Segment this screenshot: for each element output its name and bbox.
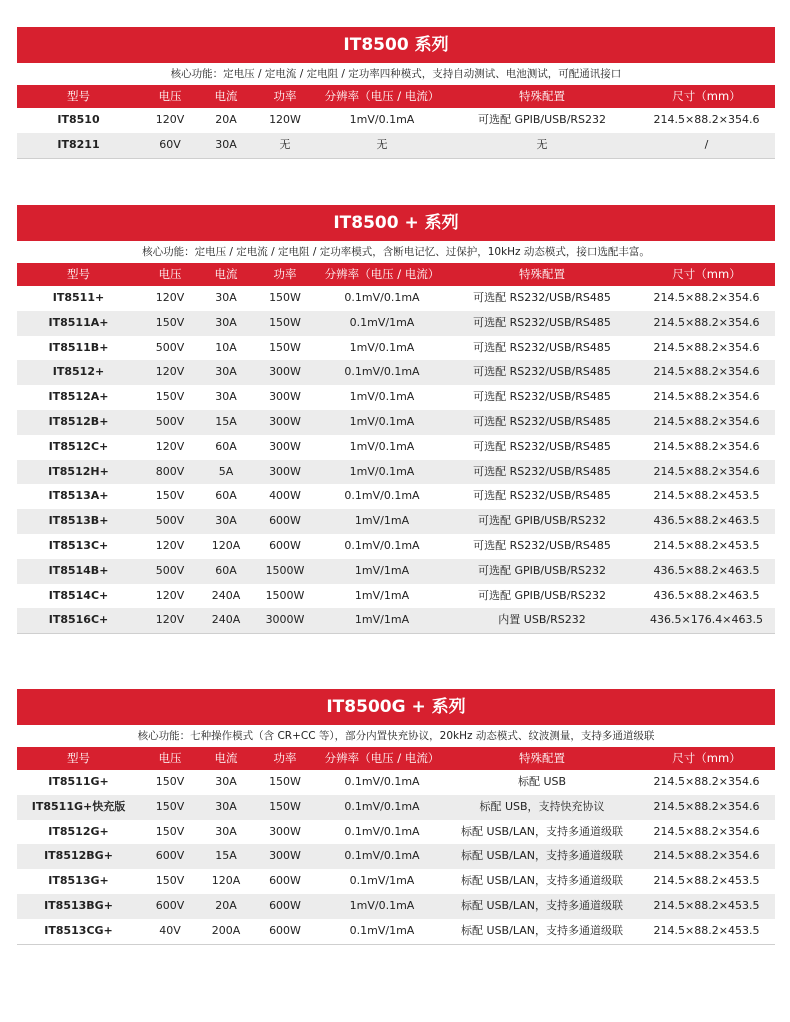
cell-model: IT8514B+ <box>48 563 109 577</box>
cell-power: 150W <box>269 291 301 304</box>
table-row <box>17 311 775 336</box>
header-resolution: 分辨率（电压 / 电流） <box>324 89 440 103</box>
section-subtitle: 核心功能：定电压 / 定电流 / 定电阻 / 定功率模式，含断电记忆、过保护，10kHz 动态模式，接口选配丰富。 <box>17 241 775 263</box>
table-row <box>17 770 775 795</box>
section-subtitle: 核心功能：定电压 / 定电流 / 定电阻 / 定功率四种模式，支持自动测试、电池测试，可配通讯接口 <box>17 63 775 85</box>
cell-model: IT8211 <box>57 137 100 151</box>
table-header <box>17 747 775 770</box>
table-row <box>17 608 775 633</box>
cell-current: 30A <box>215 514 237 528</box>
cell-model: IT8513B+ <box>48 514 109 528</box>
cell-voltage: 500V <box>155 340 185 354</box>
cell-current: 30A <box>215 799 237 813</box>
header-current: 电流 <box>214 89 238 103</box>
cell-model: IT8511G+ <box>48 775 109 788</box>
table-row <box>17 484 775 509</box>
table-row <box>17 559 775 584</box>
header-power: 功率 <box>273 267 297 281</box>
cell-dimensions: 214.5×88.2×453.5 <box>653 874 760 888</box>
cell-dimensions: 214.5×88.2×354.6 <box>653 414 760 428</box>
cell-current: 5A <box>218 464 234 478</box>
cell-voltage: 500V <box>155 563 185 577</box>
cell-voltage: 500V <box>155 514 185 528</box>
cell-dimensions: 214.5×88.2×354.6 <box>653 849 760 863</box>
cell-voltage: 150V <box>155 799 185 813</box>
cell-dimensions: 436.5×88.2×463.5 <box>653 588 760 602</box>
cell-current: 10A <box>215 340 237 354</box>
header-dimensions: 尺寸（mm） <box>672 267 741 281</box>
cell-voltage: 120V <box>155 439 185 453</box>
cell-dimensions: 436.5×88.2×463.5 <box>653 514 760 528</box>
cell-special-config: 无 <box>536 137 548 151</box>
cell-special-config: 可选配 GPIB/USB/RS232 <box>477 563 607 577</box>
header-model: 型号 <box>67 89 90 103</box>
cell-resolution: 0.1mV/0.1mA <box>344 489 420 503</box>
header-model: 型号 <box>67 751 90 765</box>
cell-special-config: 可选配 RS232/USB/RS485 <box>473 439 611 453</box>
section-title: IT8500 系列 <box>17 27 775 63</box>
cell-current: 240A <box>211 588 241 602</box>
cell-current: 30A <box>215 315 237 329</box>
cell-current: 30A <box>215 390 237 404</box>
cell-voltage: 150V <box>155 489 185 503</box>
table-row <box>17 385 775 410</box>
cell-resolution: 0.1mV/0.1mA <box>344 824 420 838</box>
cell-special-config: 可选配 GPIB/USB/RS232 <box>477 113 607 126</box>
table-header <box>17 263 775 286</box>
cell-resolution: 0.1mV/0.1mA <box>344 365 420 379</box>
header-special-config: 特殊配置 <box>519 267 565 281</box>
cell-power: 无 <box>279 137 291 151</box>
cell-model: IT8513G+ <box>48 874 109 888</box>
cell-model: IT8511G+快充版 <box>31 799 126 813</box>
cell-power: 600W <box>269 514 301 528</box>
cell-current: 30A <box>215 365 237 379</box>
cell-power: 150W <box>269 799 301 813</box>
cell-voltage: 150V <box>155 390 185 404</box>
cell-resolution: 1mV/0.1mA <box>349 390 415 404</box>
cell-dimensions: 214.5×88.2×453.5 <box>653 898 760 912</box>
cell-current: 20A <box>215 113 237 126</box>
cell-model: IT8511+ <box>52 291 105 304</box>
header-voltage: 电压 <box>158 89 182 103</box>
cell-dimensions: 214.5×88.2×354.6 <box>653 824 760 838</box>
cell-power: 400W <box>269 489 301 503</box>
cell-resolution: 1mV/0.1mA <box>349 340 415 354</box>
cell-dimensions: 214.5×88.2×354.6 <box>653 775 760 788</box>
cell-power: 120W <box>269 113 301 126</box>
header-resolution: 分辨率（电压 / 电流） <box>324 751 440 765</box>
cell-resolution: 1mV/1mA <box>354 613 410 627</box>
cell-power: 300W <box>269 464 301 478</box>
section-divider <box>17 158 775 159</box>
cell-dimensions: 214.5×88.2×354.6 <box>653 390 760 404</box>
cell-voltage: 150V <box>155 824 185 838</box>
cell-voltage: 60V <box>159 137 181 151</box>
cell-voltage: 120V <box>155 113 185 126</box>
cell-voltage: 120V <box>155 291 185 304</box>
table-row <box>17 435 775 460</box>
cell-power: 3000W <box>265 613 305 627</box>
cell-model: IT8512+ <box>52 365 105 379</box>
cell-special-config: 可选配 RS232/USB/RS485 <box>473 340 611 354</box>
cell-model: IT8513A+ <box>48 489 109 503</box>
cell-resolution: 0.1mV/1mA <box>349 923 415 937</box>
cell-resolution: 1mV/1mA <box>354 563 410 577</box>
cell-resolution: 0.1mV/0.1mA <box>344 775 420 788</box>
section-subtitle: 核心功能：七种操作模式（含 CR+CC 等），部分内置快充协议，20kHz 动态模式、纹波测量，支持多通道级联 <box>17 725 775 747</box>
cell-resolution: 1mV/0.1mA <box>349 898 415 912</box>
cell-special-config: 标配 USB/LAN，支持多通道级联 <box>461 824 623 838</box>
cell-power: 300W <box>269 824 301 838</box>
cell-voltage: 150V <box>155 315 185 329</box>
cell-dimensions: 214.5×88.2×354.6 <box>653 340 760 354</box>
section-divider <box>17 633 775 634</box>
section-it8500-plus <box>17 205 775 634</box>
cell-special-config: 可选配 RS232/USB/RS485 <box>473 315 611 329</box>
table-row <box>17 360 775 385</box>
table-row <box>17 584 775 609</box>
cell-current: 15A <box>215 849 237 863</box>
cell-current: 30A <box>215 775 237 788</box>
cell-power: 1500W <box>265 563 305 577</box>
cell-resolution: 0.1mV/1mA <box>349 315 415 329</box>
cell-current: 120A <box>211 874 241 888</box>
cell-dimensions: 214.5×88.2×354.6 <box>653 799 760 813</box>
cell-resolution: 0.1mV/1mA <box>349 874 415 888</box>
table-row <box>17 820 775 845</box>
cell-current: 30A <box>215 291 237 304</box>
section-title: IT8500G + 系列 <box>17 689 775 725</box>
cell-voltage: 600V <box>155 849 185 863</box>
cell-resolution: 1mV/0.1mA <box>349 113 415 126</box>
cell-power: 600W <box>269 898 301 912</box>
cell-dimensions: 214.5×88.2×354.6 <box>653 439 760 453</box>
cell-dimensions: 214.5×88.2×354.6 <box>653 365 760 379</box>
cell-power: 300W <box>269 390 301 404</box>
cell-voltage: 40V <box>159 923 181 937</box>
cell-resolution: 1mV/1mA <box>354 588 410 602</box>
cell-special-config: 可选配 RS232/USB/RS485 <box>473 291 611 304</box>
cell-power: 150W <box>269 340 301 354</box>
table-row <box>17 844 775 869</box>
cell-model: IT8512H+ <box>48 464 109 478</box>
cell-model: IT8512C+ <box>48 439 109 453</box>
cell-resolution: 无 <box>376 137 388 151</box>
header-resolution: 分辨率（电压 / 电流） <box>324 267 440 281</box>
cell-special-config: 可选配 RS232/USB/RS485 <box>473 538 611 552</box>
cell-special-config: 可选配 GPIB/USB/RS232 <box>477 588 607 602</box>
cell-model: IT8511B+ <box>48 340 109 354</box>
cell-power: 300W <box>269 439 301 453</box>
cell-voltage: 150V <box>155 874 185 888</box>
header-dimensions: 尺寸（mm） <box>672 751 741 765</box>
cell-dimensions: 214.5×88.2×354.6 <box>653 113 760 126</box>
section-it8500 <box>17 27 775 159</box>
header-power: 功率 <box>273 89 297 103</box>
cell-special-config: 可选配 RS232/USB/RS485 <box>473 365 611 379</box>
cell-model: IT8513C+ <box>48 538 109 552</box>
cell-model: IT8513BG+ <box>44 898 113 912</box>
cell-special-config: 可选配 GPIB/USB/RS232 <box>477 514 607 528</box>
table-row <box>17 286 775 311</box>
cell-special-config: 标配 USB <box>517 775 567 788</box>
table-row <box>17 509 775 534</box>
cell-model: IT8510 <box>57 113 100 126</box>
header-voltage: 电压 <box>158 751 182 765</box>
cell-current: 30A <box>215 137 237 151</box>
cell-power: 300W <box>269 414 301 428</box>
cell-model: IT8512G+ <box>48 824 109 838</box>
cell-resolution: 1mV/0.1mA <box>349 464 415 478</box>
table-row <box>17 869 775 894</box>
cell-dimensions: 214.5×88.2×354.6 <box>653 315 760 329</box>
cell-dimensions: 214.5×88.2×354.6 <box>653 464 760 478</box>
header-model: 型号 <box>67 267 90 281</box>
table-row <box>17 894 775 919</box>
cell-dimensions: 436.5×88.2×463.5 <box>653 563 760 577</box>
table-header <box>17 85 775 108</box>
cell-resolution: 1mV/0.1mA <box>349 439 415 453</box>
cell-model: IT8512B+ <box>48 414 109 428</box>
cell-resolution: 0.1mV/0.1mA <box>344 291 420 304</box>
cell-resolution: 0.1mV/0.1mA <box>344 849 420 863</box>
cell-power: 1500W <box>265 588 305 602</box>
table-row <box>17 460 775 485</box>
cell-model: IT8511A+ <box>48 315 109 329</box>
cell-model: IT8514C+ <box>48 588 109 602</box>
cell-power: 150W <box>269 315 301 329</box>
header-current: 电流 <box>214 751 238 765</box>
cell-model: IT8516C+ <box>48 613 109 627</box>
cell-dimensions: 214.5×88.2×453.5 <box>653 489 760 503</box>
cell-current: 20A <box>215 898 237 912</box>
cell-current: 240A <box>211 613 241 627</box>
cell-voltage: 120V <box>155 613 185 627</box>
cell-special-config: 标配 USB/LAN，支持多通道级联 <box>461 898 623 912</box>
table-row <box>17 410 775 435</box>
cell-current: 15A <box>215 414 237 428</box>
cell-power: 600W <box>269 874 301 888</box>
cell-current: 120A <box>211 538 241 552</box>
cell-special-config: 内置 USB/RS232 <box>498 613 586 627</box>
cell-special-config: 标配 USB/LAN，支持多通道级联 <box>461 874 623 888</box>
cell-special-config: 可选配 RS232/USB/RS485 <box>473 414 611 428</box>
cell-resolution: 1mV/0.1mA <box>349 414 415 428</box>
cell-special-config: 标配 USB，支持快充协议 <box>479 799 605 813</box>
header-voltage: 电压 <box>158 267 182 281</box>
table-row <box>17 133 775 158</box>
cell-current: 30A <box>215 824 237 838</box>
table-row <box>17 336 775 361</box>
cell-voltage: 120V <box>155 538 185 552</box>
cell-power: 600W <box>269 538 301 552</box>
cell-model: IT8512A+ <box>48 390 109 404</box>
table-row <box>17 108 775 133</box>
cell-voltage: 500V <box>155 414 185 428</box>
cell-power: 600W <box>269 923 301 937</box>
cell-power: 150W <box>269 775 301 788</box>
table-row <box>17 795 775 820</box>
section-it8500g-plus <box>17 689 775 945</box>
cell-current: 200A <box>211 923 241 937</box>
cell-resolution: 1mV/1mA <box>354 514 410 528</box>
cell-voltage: 150V <box>155 775 185 788</box>
header-special-config: 特殊配置 <box>519 751 565 765</box>
cell-voltage: 120V <box>155 365 185 379</box>
table-row <box>17 919 775 944</box>
cell-special-config: 标配 USB/LAN，支持多通道级联 <box>461 849 623 863</box>
cell-current: 60A <box>215 439 237 453</box>
cell-dimensions: / <box>704 137 709 151</box>
cell-special-config: 可选配 RS232/USB/RS485 <box>473 390 611 404</box>
cell-power: 300W <box>269 365 301 379</box>
cell-power: 300W <box>269 849 301 863</box>
cell-dimensions: 436.5×176.4×463.5 <box>650 613 763 627</box>
cell-special-config: 可选配 RS232/USB/RS485 <box>473 464 611 478</box>
cell-current: 60A <box>215 563 237 577</box>
cell-voltage: 600V <box>155 898 185 912</box>
cell-model: IT8512BG+ <box>44 849 113 863</box>
header-current: 电流 <box>214 267 238 281</box>
cell-resolution: 0.1mV/0.1mA <box>344 538 420 552</box>
cell-resolution: 0.1mV/0.1mA <box>344 799 420 813</box>
cell-model: IT8513CG+ <box>44 923 113 937</box>
cell-special-config: 可选配 RS232/USB/RS485 <box>473 489 611 503</box>
section-title: IT8500 + 系列 <box>17 205 775 241</box>
table-row <box>17 534 775 559</box>
header-power: 功率 <box>273 751 297 765</box>
section-divider <box>17 944 775 945</box>
cell-dimensions: 214.5×88.2×453.5 <box>653 923 760 937</box>
cell-current: 60A <box>215 489 237 503</box>
header-dimensions: 尺寸（mm） <box>672 89 741 103</box>
cell-dimensions: 214.5×88.2×354.6 <box>653 291 760 304</box>
cell-voltage: 120V <box>155 588 185 602</box>
cell-dimensions: 214.5×88.2×453.5 <box>653 538 760 552</box>
cell-special-config: 标配 USB/LAN，支持多通道级联 <box>461 923 623 937</box>
cell-voltage: 800V <box>155 464 185 478</box>
header-special-config: 特殊配置 <box>519 89 565 103</box>
